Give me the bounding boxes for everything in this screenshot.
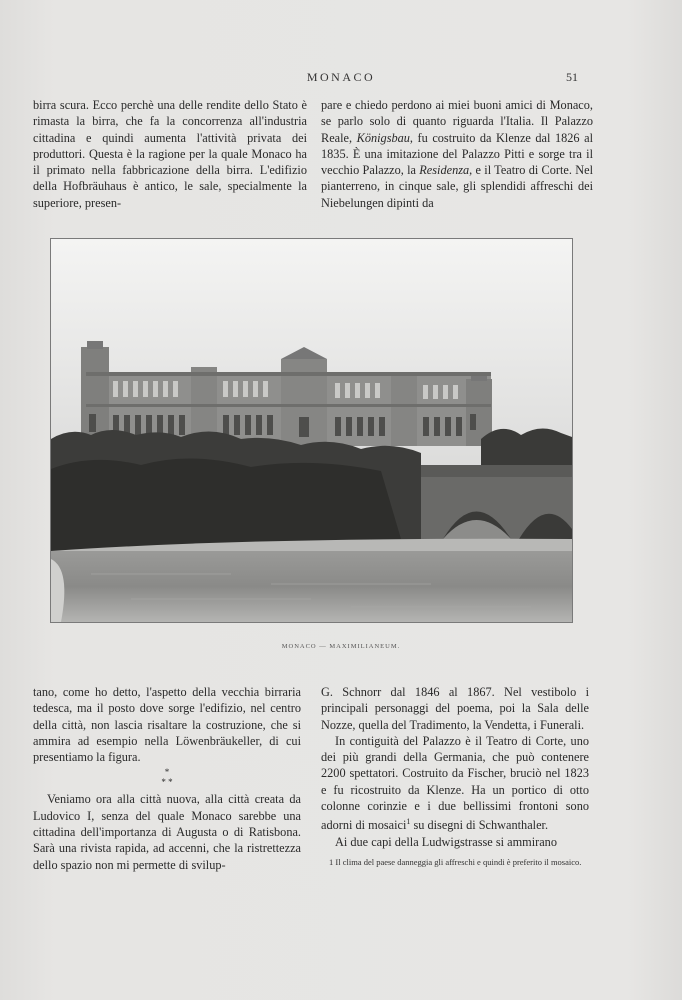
text-run: su disegni di Schwanthaler. bbox=[410, 818, 549, 833]
paragraph: Ai due capi della Ludwigstrasse si ammirano bbox=[335, 834, 557, 849]
asterism-divider bbox=[33, 767, 301, 787]
paragraph bbox=[321, 733, 589, 834]
top-right-column bbox=[321, 97, 593, 211]
figure-caption: MONACO — MAXIMILIANEUM. bbox=[281, 643, 401, 650]
footnote-text: 1 Il clima del paese danneggia gli affreschi e quindi è preferito il mosaico. bbox=[329, 857, 582, 868]
bottom-right-column bbox=[321, 684, 589, 868]
asterism: * * * bbox=[161, 767, 173, 788]
top-left-column bbox=[33, 97, 307, 211]
paragraph bbox=[321, 97, 593, 211]
text-run: , e il Teatro di Corte. Nel pianterreno, in cinque sale, gli splendidi affreschi dei Niebelungen dipinti da bbox=[321, 163, 593, 210]
bottom-left-column bbox=[33, 684, 301, 873]
page-number: 51 bbox=[566, 70, 578, 84]
photo-illustration bbox=[51, 239, 572, 622]
photograph-maximilianeum bbox=[50, 238, 573, 623]
paragraph: tano, come ho detto, l'aspetto della vecchia birraria tedesca, ma il posto dove sorge l'edifizio, nel centro della città, non lascia risaltare la costruzione, che si ammira ad esempio nella Löwenbräukeller, di cui presentiamo la figura. bbox=[33, 685, 301, 765]
running-title: MONACO bbox=[306, 70, 376, 84]
italic-term: Königsbau bbox=[356, 130, 410, 145]
paragraph: birra scura. Ecco perchè una delle rendite dello Stato è rimasta la birra, che fa la concorrenza all'industria cittadina e quindi aumenta l'attività privata dei produttori. Questa è la ragione per la quale Monaco ha il primato nella fabbricazione della birra. L'edifizio della Hofbräuhaus è antico, le sale, specialmente la superiore, presen- bbox=[33, 98, 307, 210]
text-run: In contiguità del Palazzo è il Teatro di Corte, uno dei più grandi della Germania, che può contenere 2200 spettatori. Costruito da Fischer, bruciò nel 1823 e fu ricostruito da Klenze. Ha un portico di otto colonne corinzie e i due bellissimi frontoni sono adorni di mosaici bbox=[321, 733, 589, 833]
italic-term: Residenza bbox=[419, 163, 470, 178]
text-run: , fu costruito da Klenze dal 1826 al 1835. È una imitazione del Palazzo Pitti e sorge tra il vecchio Palazzo, la bbox=[321, 130, 593, 178]
footnote-ref: 1 bbox=[406, 817, 411, 827]
footnote bbox=[321, 856, 589, 868]
paragraph: G. Schnorr dal 1846 al 1867. Nel vestibolo i principali personaggi del poema, poi la Sala delle Nozze, quella del Tradimento, la Vendetta, i Funerali. bbox=[321, 685, 589, 732]
paragraph: Veniamo ora alla città nuova, alla città creata da Ludovico I, senza del quale Monaco sarebbe una cittadina dell'importanza di Augusta o di Ratisbona. Sarà una rivista rapida, ad accenni, che la ristrettezza dello spazio non mi permette di svilup- bbox=[33, 792, 301, 872]
text-run: pare e chiedo perdono ai miei buoni amici di Monaco, se parlo solo di quanto riguarda l'Italia. Il Palazzo Reale, bbox=[321, 98, 593, 145]
